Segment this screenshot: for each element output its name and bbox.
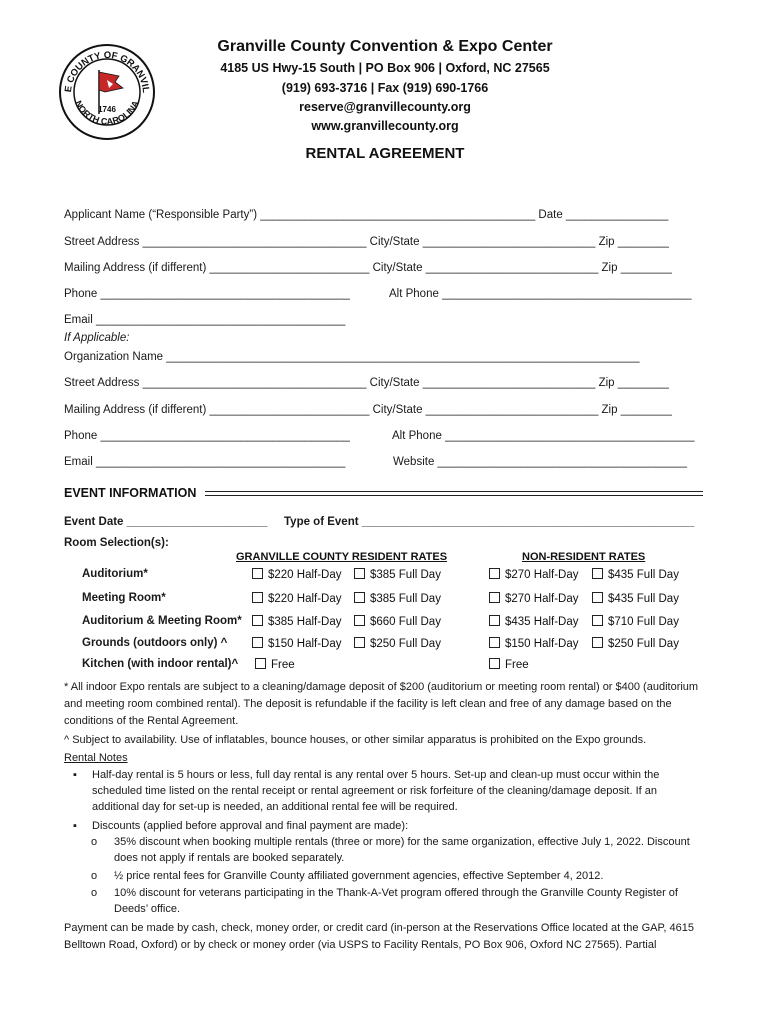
room-name: Auditorium & Meeting Room* — [82, 615, 242, 627]
bullet-icon: ▪ — [73, 769, 77, 781]
rental-notes-title: Rental Notes — [64, 752, 128, 764]
rate-option[interactable]: $435 Full Day — [592, 592, 679, 605]
deposit-note: * All indoor Expo rentals are subject to a cleaning/damage deposit of $200 (auditorium or meeting room rental) or $400 (auditorium and meeting room combined rental). The deposit is refundable if the facility is left clean and free of any damage based on the conditions of the Rental Agreement. — [64, 681, 699, 727]
org-phone-field[interactable]: Phone _______________________________________ — [64, 430, 350, 442]
rate-option[interactable]: $385 Full Day — [354, 568, 441, 581]
event-date-field[interactable]: Event Date ______________________ — [64, 516, 268, 528]
rate-option[interactable]: $435 Full Day — [592, 568, 679, 581]
rate-option[interactable]: $150 Half-Day — [489, 637, 579, 650]
applicant-email-field[interactable]: Email _______________________________________ — [64, 314, 346, 326]
circle-bullet-icon: o — [91, 887, 98, 899]
org-phone: (919) 693-3716 | Fax (919) 690-1766 — [281, 81, 489, 95]
rate-option[interactable]: Free — [255, 658, 295, 671]
rate-option[interactable]: $385 Full Day — [354, 592, 441, 605]
rate-option[interactable]: $270 Half-Day — [489, 592, 579, 605]
rental-note-half-day: Half-day rental is 5 hours or less, full day rental is any rental over 5 hours. Set-up and clean-up must occur within the scheduled time listed on the rental receipt or rental agreement or risk forfeiture of the cleaning/damage deposit. If an additional day for set-up is needed, an additional rental fee will be required. — [92, 769, 660, 813]
rental-note-discounts: Discounts (applied before approval and final payment are made): — [92, 820, 409, 832]
rate-option[interactable]: $250 Full Day — [354, 637, 441, 650]
checkbox-icon[interactable] — [592, 637, 603, 648]
room-selection-label: Room Selection(s): — [64, 537, 169, 549]
applicant-street-field[interactable]: Street Address ___________________________________ City/State ___________________________ Zip ________ — [64, 236, 669, 248]
nonresident-rates-header: NON-RESIDENT RATES — [522, 551, 646, 563]
room-name: Auditorium* — [82, 568, 148, 580]
checkbox-icon[interactable] — [489, 592, 500, 603]
org-name-field[interactable]: Organization Name __________________________________________________________________________ — [64, 351, 640, 363]
org-website-field[interactable]: Website _______________________________________ — [393, 456, 687, 468]
bullet-icon: ▪ — [73, 820, 77, 832]
applicant-alt-phone-field[interactable]: Alt Phone _______________________________________ — [389, 288, 692, 300]
checkbox-icon[interactable] — [592, 592, 603, 603]
rate-option[interactable]: $250 Full Day — [592, 637, 679, 650]
rate-option[interactable]: $220 Half-Day — [252, 592, 342, 605]
applicant-mailing-field[interactable]: Mailing Address (if different) _________________________ City/State ___________________________ Zip ________ — [64, 262, 672, 274]
event-section-title: EVENT INFORMATION — [64, 486, 197, 500]
rate-option[interactable]: $710 Full Day — [592, 615, 679, 628]
applicant-phone-field[interactable]: Phone _______________________________________ — [64, 288, 350, 300]
org-alt-phone-field[interactable]: Alt Phone _______________________________________ — [392, 430, 695, 442]
seal-top-text: E COUNTY OF GRANVIL — [62, 49, 152, 94]
checkbox-icon[interactable] — [252, 592, 263, 603]
discount-multiple-rentals: 35% discount when booking multiple rentals (three or more) for the same organization, effective July 1, 2022. Discount does not apply if rentals are booked separately. — [114, 836, 690, 864]
seal-bottom-text: NORTH CAROLINA — [73, 98, 141, 127]
checkbox-icon[interactable] — [592, 568, 603, 579]
discount-government: ½ price rental fees for Granville County affiliated government agencies, effective September 4, 2012. — [114, 870, 604, 882]
room-name: Grounds (outdoors only) ^ — [82, 637, 228, 649]
document-title: RENTAL AGREEMENT — [305, 145, 465, 162]
checkbox-icon[interactable] — [489, 658, 500, 669]
section-divider-bottom — [205, 495, 703, 496]
org-website: www.granvillecounty.org — [311, 119, 459, 133]
section-divider-top — [205, 491, 703, 492]
checkbox-icon[interactable] — [354, 615, 365, 626]
rate-option[interactable]: Free — [489, 658, 529, 671]
applicant-name-field[interactable]: Applicant Name (“Responsible Party”) ___________________________________________ Date ________________ — [64, 209, 669, 221]
resident-rates-header: GRANVILLE COUNTY RESIDENT RATES — [236, 551, 448, 563]
if-applicable-label: If Applicable: — [64, 332, 130, 344]
checkbox-icon[interactable] — [255, 658, 266, 669]
org-email-field[interactable]: Email _______________________________________ — [64, 456, 346, 468]
org-title: Granville County Convention & Expo Center — [217, 38, 553, 55]
checkbox-icon[interactable] — [592, 615, 603, 626]
room-name: Meeting Room* — [82, 592, 166, 604]
checkbox-icon[interactable] — [354, 637, 365, 648]
checkbox-icon[interactable] — [489, 568, 500, 579]
rate-option[interactable]: $150 Half-Day — [252, 637, 342, 650]
seal-year: 1746 — [98, 105, 116, 114]
circle-bullet-icon: o — [91, 836, 98, 848]
checkbox-icon[interactable] — [489, 637, 500, 648]
checkbox-icon[interactable] — [252, 615, 263, 626]
rate-option[interactable]: $270 Half-Day — [489, 568, 579, 581]
checkbox-icon[interactable] — [354, 592, 365, 603]
org-street-field[interactable]: Street Address ___________________________________ City/State ___________________________ Zip ________ — [64, 377, 669, 389]
rate-option[interactable]: $385 Half-Day — [252, 615, 342, 628]
checkbox-icon[interactable] — [354, 568, 365, 579]
event-type-field[interactable]: Type of Event ____________________________________________________ — [284, 516, 695, 528]
org-mailing-field[interactable]: Mailing Address (if different) _________________________ City/State ___________________________ Zip ________ — [64, 404, 672, 416]
availability-note: ^ Subject to availability. Use of inflatables, bounce houses, or other similar apparatus is prohibited on the Expo grounds. — [64, 734, 647, 746]
payment-note: Payment can be made by cash, check, money order, or credit card (in-person at the Reservations Office located at the GAP, 4615 Belltown Road, Oxford) or by check or money order (via USPS to Facility Rentals, PO Box 906, Oxford NC 27565). Partial — [64, 922, 694, 951]
rate-option[interactable]: $220 Half-Day — [252, 568, 342, 581]
org-address: 4185 US Hwy-15 South | PO Box 906 | Oxford, NC 27565 — [220, 61, 550, 75]
rate-option[interactable]: $660 Full Day — [354, 615, 441, 628]
org-email: reserve@granvillecounty.org — [299, 100, 471, 114]
rate-option[interactable]: $435 Half-Day — [489, 615, 579, 628]
circle-bullet-icon: o — [91, 870, 98, 882]
checkbox-icon[interactable] — [252, 568, 263, 579]
room-name: Kitchen (with indoor rental)^ — [82, 658, 239, 670]
checkbox-icon[interactable] — [489, 615, 500, 626]
checkbox-icon[interactable] — [252, 637, 263, 648]
discount-veterans: 10% discount for veterans participating in the Thank-A-Vet program offered through the Granville County Register of Deeds’ office. — [114, 887, 678, 915]
